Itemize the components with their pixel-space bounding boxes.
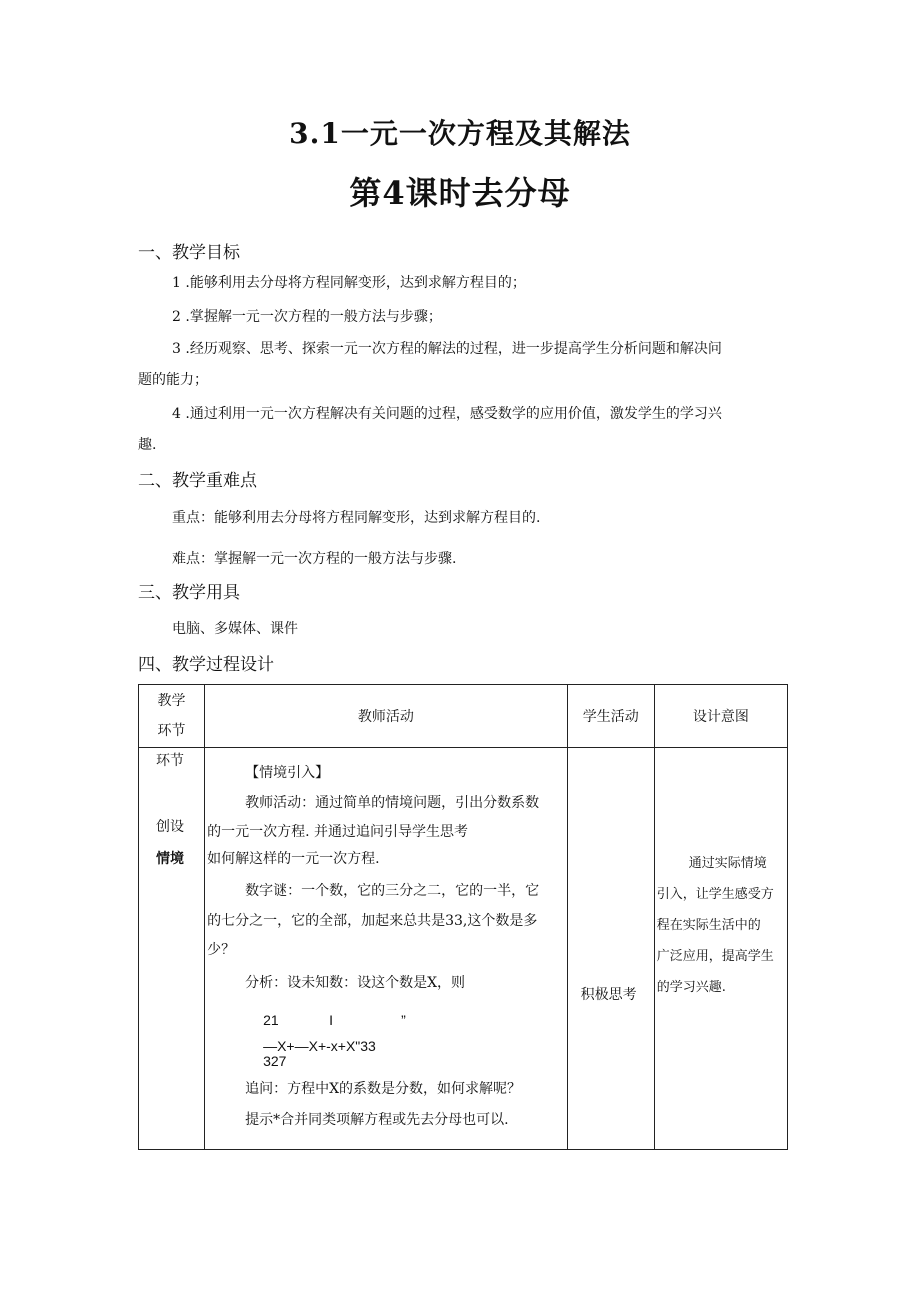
- goal-number: 1: [172, 275, 181, 291]
- teacher-activity-cell: [205, 748, 568, 1150]
- student-activity-text: 积极思考: [580, 987, 637, 1003]
- header-stage: [139, 685, 205, 748]
- teacher-line: 数字谜：一个数，它的三分之二，它的一半，它: [245, 883, 540, 899]
- stage-cell: [139, 748, 205, 1150]
- teacher-line: 【情境引入】: [245, 765, 330, 781]
- student-activity-cell: [567, 748, 654, 1150]
- header-stage-line1: 教学: [157, 693, 186, 709]
- equation-body: —X+—X+-x+X"33: [263, 1038, 376, 1054]
- section-goals-heading: 一、教学目标: [138, 243, 240, 263]
- teacher-line: 分析：设未知数：设这个数是X，则: [245, 975, 466, 991]
- equation-fraction-top-b: I: [329, 1012, 333, 1028]
- goal-text: .掌握解一元一次方程的一般方法与步骤；: [185, 309, 442, 325]
- process-table: [138, 684, 788, 1150]
- intent-line: 通过实际情境: [688, 856, 767, 871]
- stage-label-1: 环节: [156, 753, 184, 769]
- header-stage-line2: 环节: [157, 723, 186, 739]
- goal-item-3: [172, 339, 722, 359]
- goal-item-4-continued: 趣.: [138, 437, 157, 453]
- equation-fraction-top-a: 21: [263, 1012, 279, 1028]
- difficulty-point: 难点：掌握解一元一次方程的一般方法与步骤.: [172, 551, 457, 567]
- focus-point: 重点：能够利用去分母将方程同解变形，达到求解方程目的.: [172, 510, 541, 526]
- teacher-line: 的七分之一，它的全部，加起来总共是33,这个数是多: [207, 913, 538, 929]
- goal-item-2: [172, 307, 442, 327]
- goal-text: .能够利用去分母将方程同解变形，达到求解方程目的；: [185, 275, 526, 291]
- teacher-line: 的一元一次方程. 并通过追问引导学生思考: [207, 824, 468, 840]
- teacher-line: 追问：方程中X的系数是分数，如何求解呢？: [245, 1081, 522, 1097]
- tools-text: 电脑、多媒体、课件: [172, 621, 298, 637]
- intent-line: 程在实际生活中的: [656, 918, 761, 933]
- teacher-line: 教师活动：通过简单的情境问题，引出分数系数: [245, 795, 540, 811]
- equation-fraction-top-c: ”: [401, 1012, 406, 1028]
- goal-number: 3: [172, 341, 181, 357]
- intent-line: 广泛应用，提高学生: [656, 949, 774, 964]
- goal-item-1: [172, 273, 526, 293]
- document-title: 3.1一元一次方程及其解法: [289, 117, 631, 150]
- stage-label-3: 情境: [156, 851, 184, 867]
- teacher-line: 少？: [207, 942, 236, 958]
- design-intent-cell: [654, 748, 787, 1150]
- goal-number: 2: [172, 309, 181, 325]
- intent-line: 引入，让学生感受方: [656, 887, 774, 902]
- table-header-row: [139, 685, 788, 748]
- goal-item-3-continued: 题的能力；: [138, 372, 208, 388]
- goal-text: .经历观察、思考、探索一元一次方程的解法的过程，进一步提高学生分析问题和解决问: [185, 341, 722, 357]
- section-process-heading: 四、教学过程设计: [138, 655, 274, 675]
- intent-line: 的学习兴趣.: [656, 980, 726, 995]
- teacher-line: 如何解这样的一元一次方程.: [207, 851, 380, 867]
- lesson-subtitle: 第4课时去分母: [349, 174, 571, 212]
- stage-label-2: 创设: [156, 819, 184, 835]
- table-row: [139, 748, 788, 1150]
- section-tools-heading: 三、教学用具: [138, 583, 240, 603]
- header-student: 学生活动: [567, 685, 654, 748]
- goal-number: 4: [172, 406, 181, 422]
- header-teacher: 教师活动: [205, 685, 568, 748]
- goal-item-4: [172, 404, 722, 424]
- section-key-heading: 二、教学重难点: [138, 471, 257, 491]
- teacher-line: 提示*合并同类项解方程或先去分母也可以.: [245, 1112, 509, 1128]
- equation-denominators: 327: [263, 1053, 287, 1069]
- goal-text: .通过利用一元一次方程解决有关问题的过程，感受数学的应用价值，激发学生的学习兴: [185, 406, 722, 422]
- header-intent: 设计意图: [654, 685, 787, 748]
